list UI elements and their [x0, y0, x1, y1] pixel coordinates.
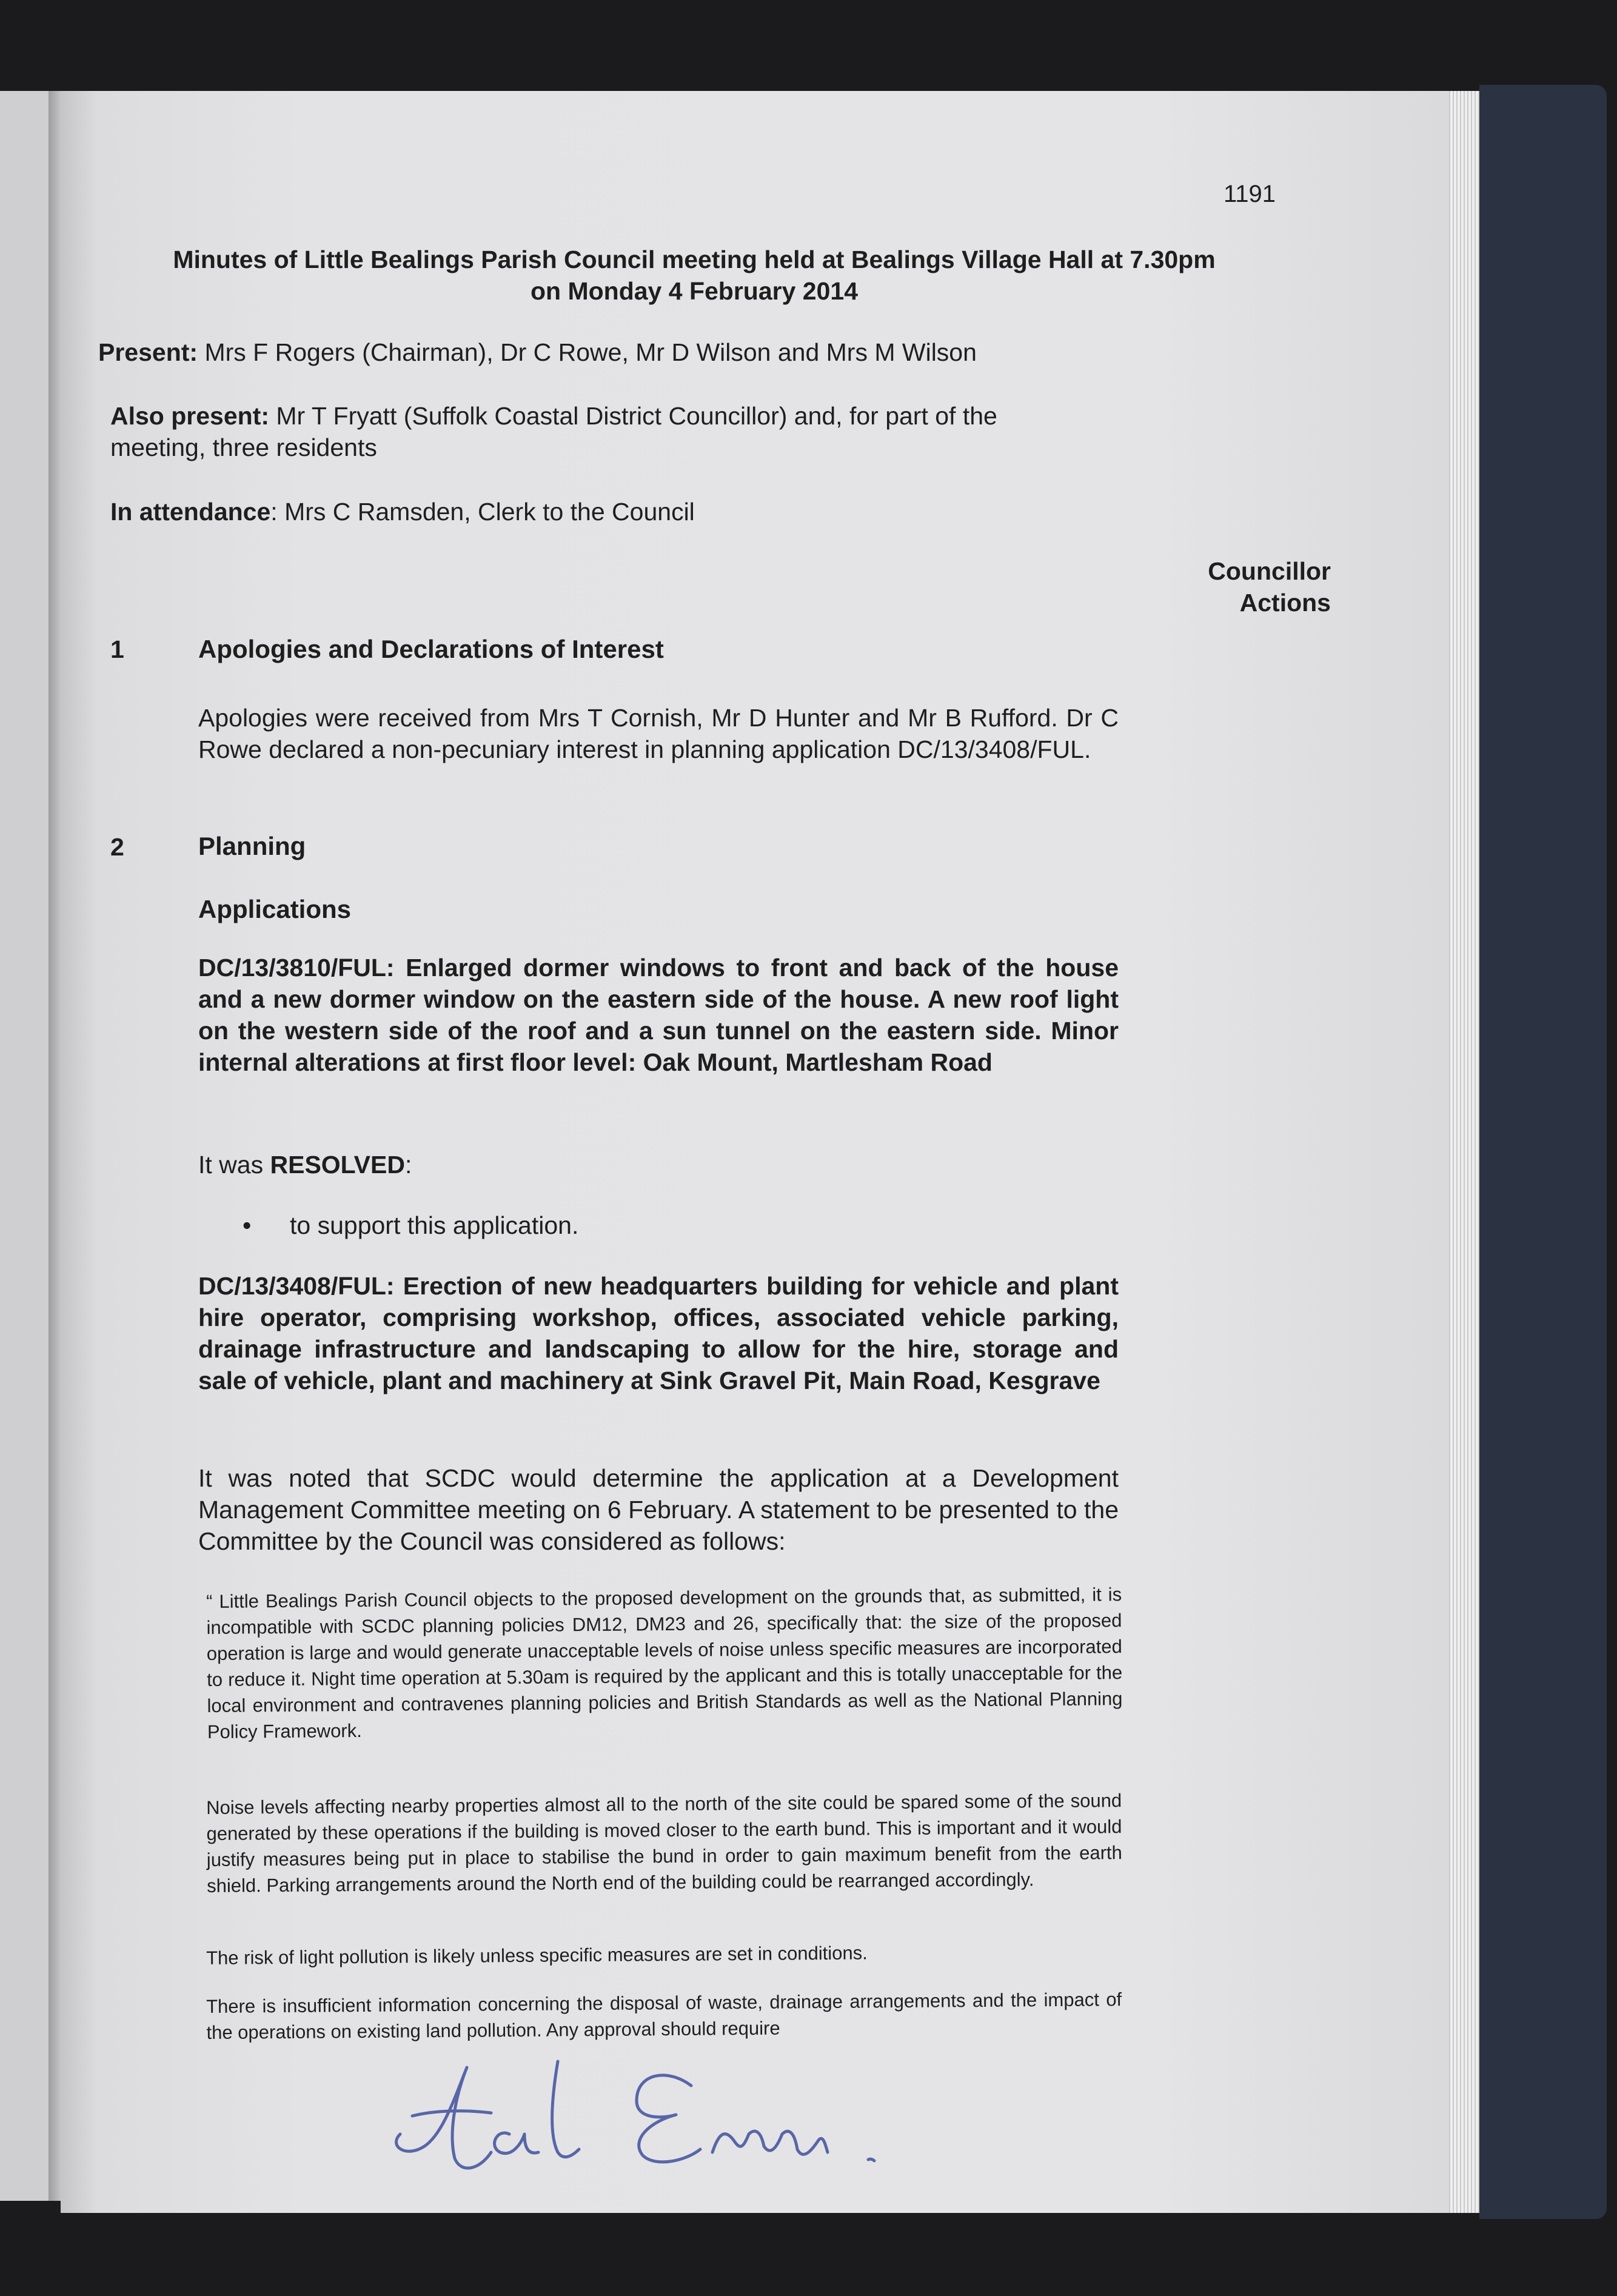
item-number-1: 1	[110, 635, 124, 663]
apologies-paragraph: Apologies were received from Mrs T Cornish, Mr D Hunter and Mr B Rufford. Dr C Rowe declared a non-pecuniary interest in planning application DC/13/3408/FUL.	[198, 704, 1119, 763]
book-cover	[1479, 85, 1607, 2219]
application-1-title: DC/13/3810/FUL: Enlarged dormer windows to front and back of the house and a new dormer window on the eastern side of the house. A new roof light on the western side of the roof and a sun tunnel on the eastern side. Minor internal alterations at first floor level: Oak Mount, Martlesham Road	[198, 954, 1119, 1076]
resolved-prefix: It was	[198, 1151, 270, 1179]
document-page	[61, 91, 1449, 2213]
noted-paragraph: It was noted that SCDC would determine the application at a Development Management Committee meeting on 6 February. A statement to be presented to the Committee by the Council was considered as follows:	[198, 1464, 1119, 1555]
statement-paragraph-1: “ Little Bealings Parish Council objects to the proposed development on the grounds that, as submitted, it is incompatible with SCDC planning policies DM12, DM23 and 26, specifically that: the size of the proposed operation is large and would generate unacceptable levels of noise unless specific measures are incorporated to reduce it. Night time operation at 5.30am is required by the applicant and this is totally unacceptable for the local environment and contravenes planning policies and British Standards as well as the National Planning Policy Framework.	[206, 1584, 1123, 1742]
resolved-word: RESOLVED	[270, 1151, 405, 1179]
also-present-text-1: Mr T Fryatt (Suffolk Coastal District Councillor) and, for part of the	[276, 402, 997, 430]
in-attendance-label: In attendance	[110, 498, 271, 526]
title-line-2: on Monday 4 February 2014	[530, 277, 858, 305]
in-attendance-text: : Mrs C Ramsden, Clerk to the Council	[270, 498, 695, 526]
page-number: 1191	[1224, 181, 1276, 207]
councillor-actions-line-2: Actions	[1239, 589, 1331, 617]
applications-subheading: Applications	[198, 895, 352, 923]
bullet-marker: •	[243, 1211, 252, 1239]
resolved-line	[198, 1149, 412, 1180]
page-title	[61, 244, 1328, 307]
councillor-actions-line-1: Councillor	[1208, 557, 1331, 585]
statement-paragraph-2: Noise levels affecting nearby properties almost all to the north of the site could be spared some of the sound generated by these operations if the building is moved closer to the earth bund. This is important and it would justify measures being put in place to stabilise the bund in order to gain maximum benefit from the earth shield. Parking arrangements around the North end of the building could be rearranged accordingly.	[206, 1790, 1122, 1896]
item-heading-apologies: Apologies and Declarations of Interest	[198, 635, 664, 663]
statement-paragraph-4: There is insufficient information concerning the disposal of waste, drainage arrangements and the impact of the operations on existing land pollution. Any approval should require	[206, 1989, 1122, 2043]
resolution-bullet: to support this application.	[290, 1211, 579, 1239]
statement-paragraph-3: The risk of light pollution is likely unless specific measures are set in conditions.	[206, 1942, 868, 1969]
handwritten-signature	[376, 2043, 934, 2183]
application-2-title: DC/13/3408/FUL: Erection of new headquarters building for vehicle and plant hire operator, comprising workshop, offices, associated vehicle parking, drainage infrastructure and landscaping to allow for the hire, storage and sale of vehicle, plant and machinery at Sink Gravel Pit, Main Road, Kesgrave	[198, 1272, 1119, 1394]
also-present-label: Also present:	[110, 402, 269, 430]
present-line	[98, 336, 977, 368]
title-line-1: Minutes of Little Bealings Parish Council meeting held at Bealings Village Hall at 7.30pm	[173, 246, 1216, 273]
resolved-suffix: :	[404, 1151, 412, 1179]
present-label: Present:	[98, 338, 198, 366]
present-text: Mrs F Rogers (Chairman), Dr C Rowe, Mr D Wilson and Mrs M Wilson	[204, 338, 977, 366]
councillor-actions-header	[1091, 555, 1331, 618]
item-number-2: 2	[110, 833, 124, 861]
in-attendance-line	[110, 496, 695, 527]
also-present-text-2: meeting, three residents	[110, 433, 377, 461]
item-heading-planning: Planning	[198, 832, 306, 860]
also-present-line	[110, 400, 997, 463]
